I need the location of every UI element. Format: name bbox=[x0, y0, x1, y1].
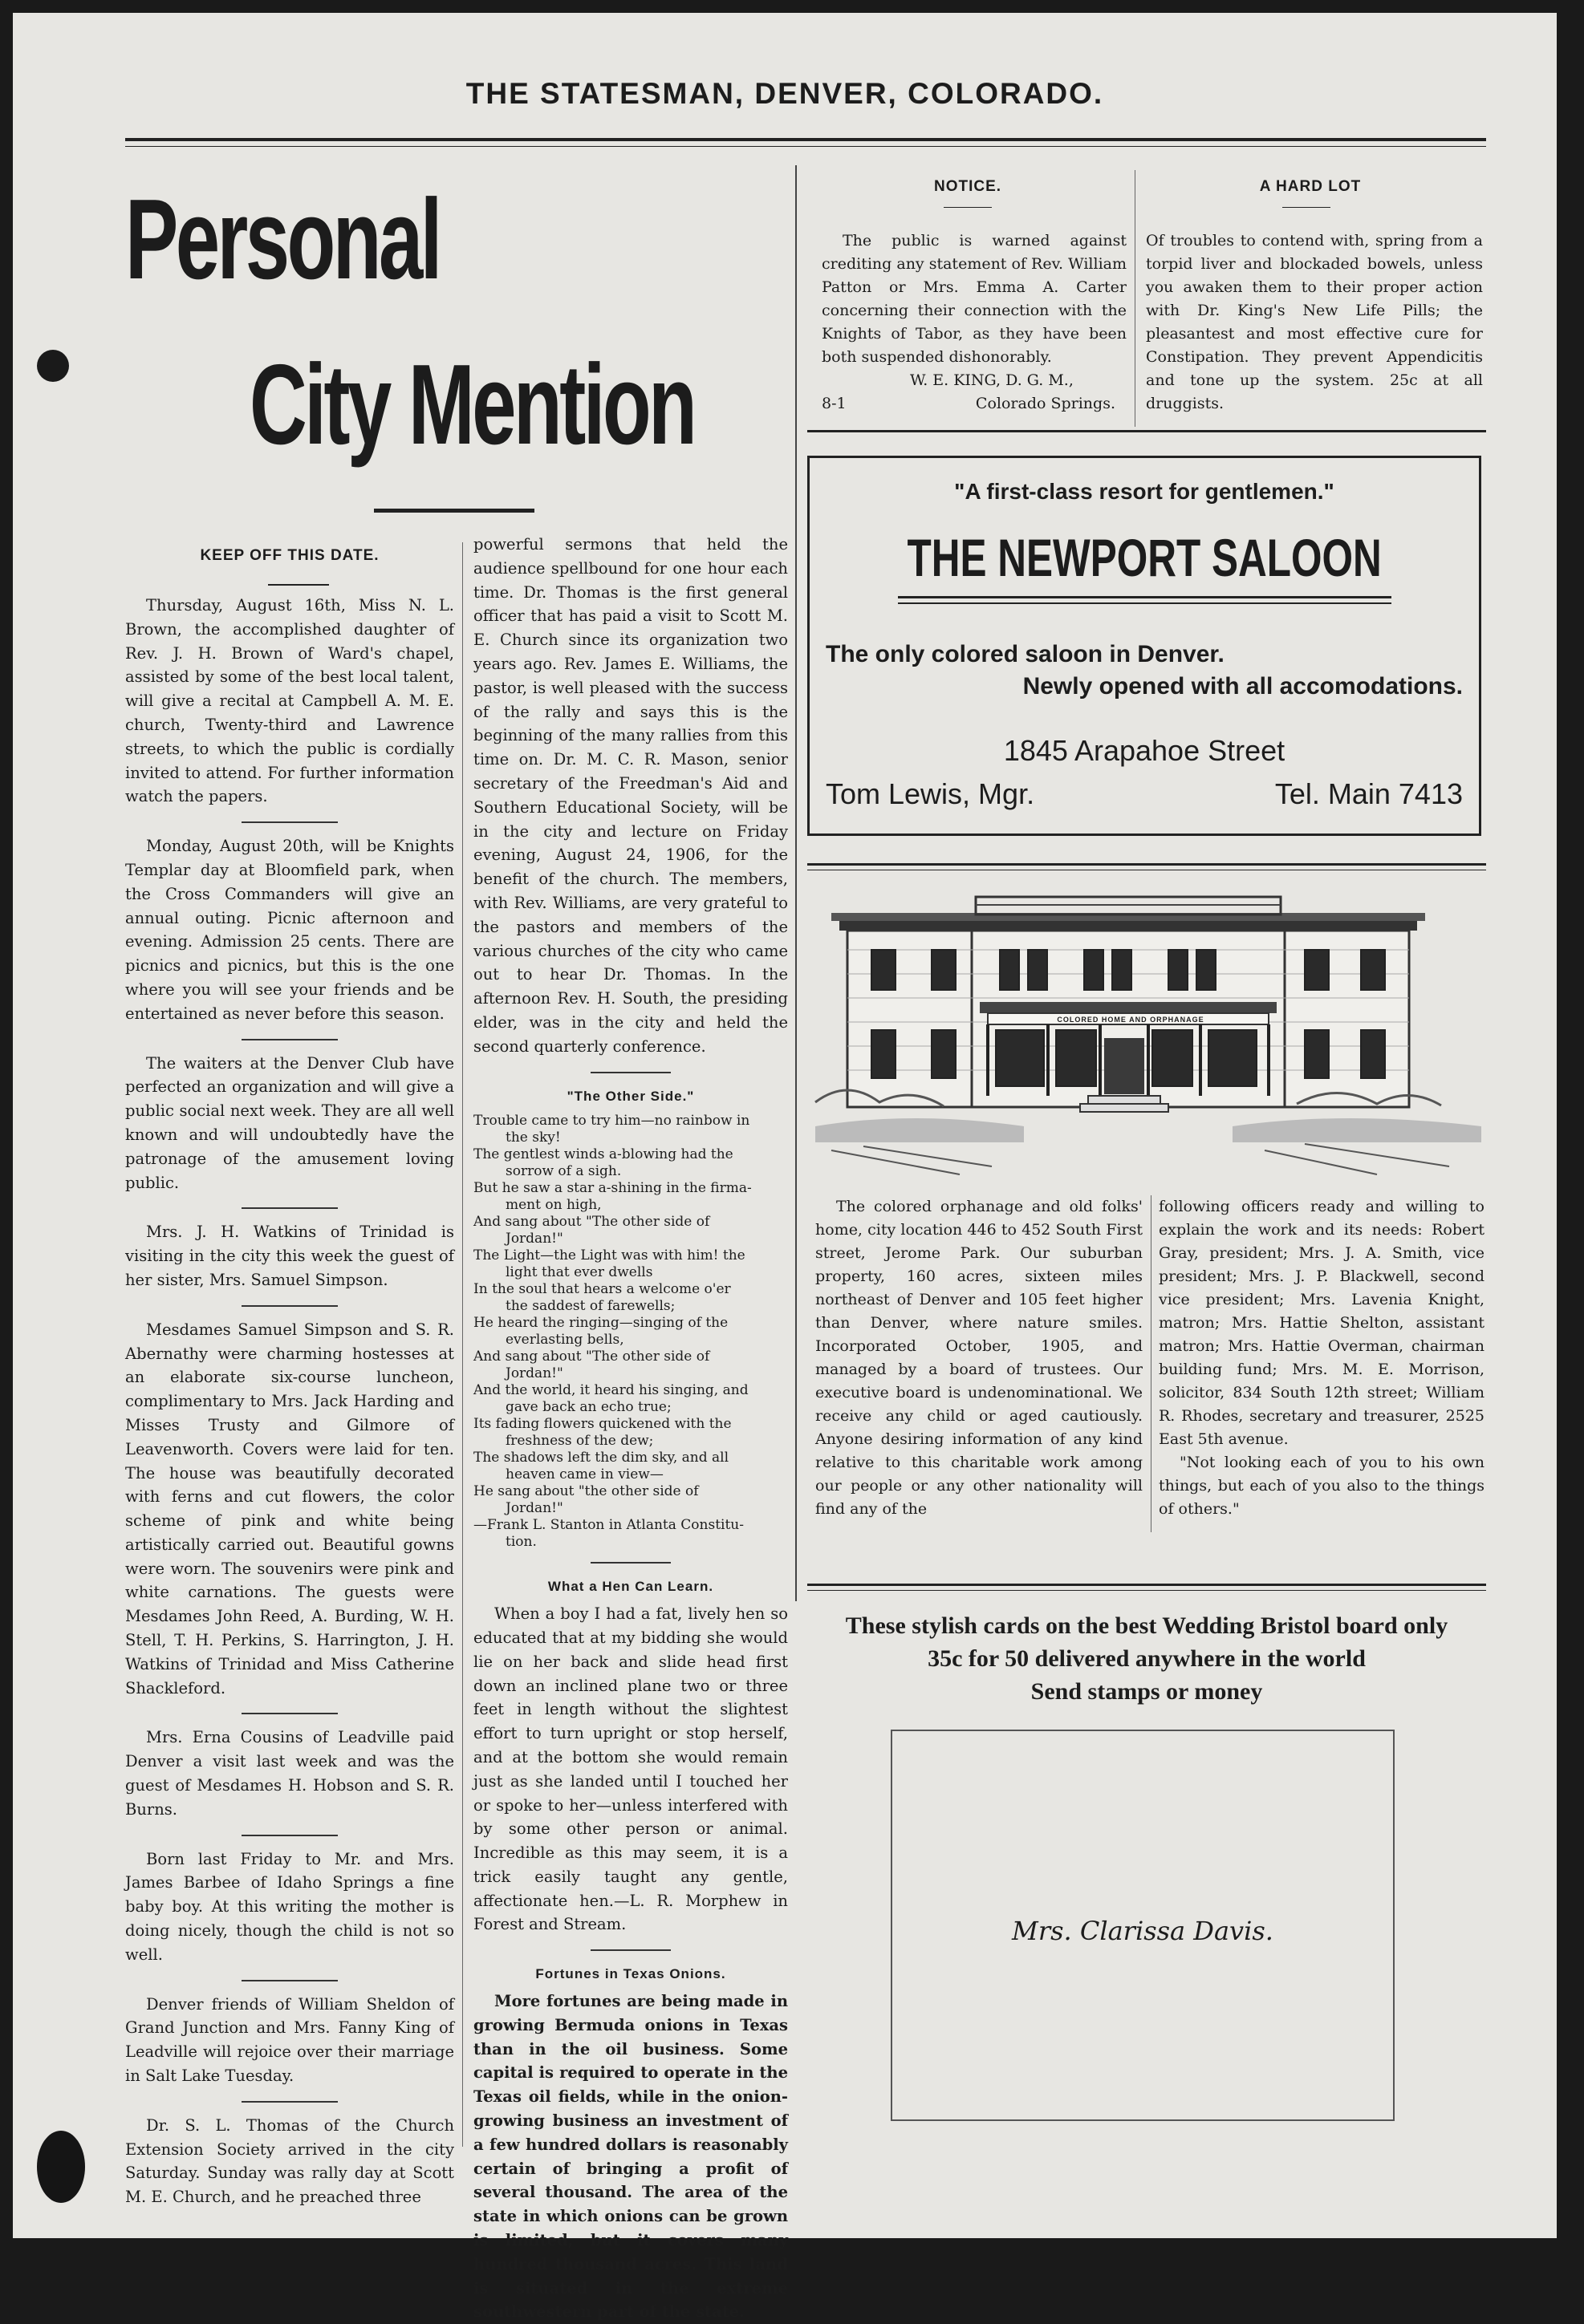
heading-rule bbox=[268, 584, 329, 586]
saloon-name-wrap bbox=[810, 527, 1479, 588]
poem-line: the saddest of farewells; bbox=[506, 1298, 676, 1315]
orphanage-quote: "Not looking each of you to his own things, but each of you also to the things of others." bbox=[1159, 1454, 1484, 1518]
notice-code: 8-1 bbox=[822, 395, 847, 412]
saloon-line1: The only colored saloon in Denver. bbox=[826, 641, 1225, 667]
section-rule-thin bbox=[807, 1590, 1486, 1591]
poem-line: heaven came in view— bbox=[506, 1466, 664, 1483]
poem-line: And sang about "The other side of bbox=[473, 1214, 710, 1231]
cards-line2: 35c for 50 delivered anywhere in the world bbox=[928, 1645, 1366, 1672]
feature-title-line2: City Mention bbox=[250, 341, 695, 468]
poem-line: freshness of the dew; bbox=[506, 1433, 654, 1450]
poem-line: everlasting bells, bbox=[506, 1332, 624, 1349]
orphanage-illustration bbox=[815, 886, 1481, 1190]
poem-line: In the soul that hears a welcome o'er bbox=[473, 1281, 731, 1298]
orphanage-text-col2 bbox=[1159, 1195, 1484, 1521]
keep-off-heading: KEEP OFF THIS DATE. bbox=[200, 547, 380, 564]
poem-line: The shadows left the dim sky, and all bbox=[473, 1450, 729, 1466]
news-item: Born last Friday to Mr. and Mrs. James Barbee of Idaho Springs a fine baby boy. At this writing the mother is doing nicely, though the child is not so well. bbox=[125, 1849, 454, 1964]
page-damage bbox=[37, 2131, 85, 2203]
poem-line: gave back an echo true; bbox=[506, 1399, 672, 1416]
news-item: Mrs. J. H. Watkins of Trinidad is visiting in the city this week the guest of her sister, Mrs. Samuel Simpson. bbox=[125, 1223, 454, 1289]
news-item: Dr. S. L. Thomas of the Church Extension Society arrived in the city Saturday. Sunday was rally day at Scott M. E. Church, and he preached three bbox=[125, 2115, 454, 2207]
onion-title: Fortunes in Texas Onions. bbox=[535, 1966, 726, 1982]
news-item: Mrs. Erna Cousins of Leadville paid Denver a visit last week and was the guest of Mesdames H. Hobson and S. R. Burns. bbox=[125, 1728, 454, 1819]
poem-title: "The Other Side." bbox=[567, 1088, 695, 1104]
saloon-phone: Tel. Main 7413 bbox=[1274, 777, 1463, 810]
notice-place: Colorado Springs. bbox=[975, 395, 1115, 412]
poem-line: Trouble came to try him—no rainbow in bbox=[473, 1113, 750, 1130]
heading-rule bbox=[1282, 207, 1330, 208]
page-hole bbox=[37, 350, 69, 382]
poem-line: He sang about "the other side of bbox=[473, 1483, 699, 1500]
notice-text bbox=[822, 229, 1127, 416]
section-rule bbox=[807, 1584, 1486, 1586]
hen-article: When a boy I had a fat, lively hen so educated that at my bidding she would lie on her back and slide head first down an inclined plane two or three feet in length without the slightest effort to turn upright or stop herself, and at the bottom she would remain just as she landed until I touched her or spoke to her—unless interfered with by some other person or animal. Incredible as this may seem, it is a trick easily taught any gentle, affectionate hen.—L. R. Morphew in Forest and Stream. bbox=[473, 1604, 788, 1934]
saloon-manager: Tom Lewis, Mgr. bbox=[826, 777, 1035, 810]
poem-line: The gentlest winds a-blowing had the bbox=[473, 1146, 733, 1163]
poem-line: Jordan!" bbox=[506, 1500, 563, 1517]
cards-ad bbox=[807, 1609, 1486, 1708]
saloon-ad bbox=[807, 456, 1481, 836]
cards-line3: Send stamps or money bbox=[1030, 1678, 1263, 1705]
sample-card bbox=[891, 1730, 1395, 2121]
orphanage-sign: COLORED HOME AND ORPHANAGE bbox=[1057, 1016, 1204, 1024]
poem-line: And the world, it heard his singing, and bbox=[473, 1382, 749, 1399]
hen-title: What a Hen Can Learn. bbox=[547, 1579, 714, 1595]
sample-card-name: Mrs. Clarissa Davis. bbox=[1012, 1916, 1273, 1946]
orphanage-text-col1: The colored orphanage and old folks' home, city location 446 to 452 South First street, Jerome Park. Our suburban property, 160 acres, sixteen miles northeast of Denver and 105 feet higher than Denver, where nature smiles. Incorporated October, 1905, and managed by a board of trustees. Our executive board is undenominational. We receive any child or aged cautiously. Anyone desiring information of any kind relative to this charitable work among our people or any other nationality will find any of the bbox=[815, 1198, 1143, 1518]
masthead-rule-thin bbox=[125, 146, 1486, 147]
column-divider bbox=[795, 165, 797, 1601]
poem-line: —Frank L. Stanton in Atlanta Constitu- bbox=[473, 1517, 744, 1534]
onion-article: More fortunes are being made in growing Bermuda onions in Texas than in the oil business. Some capital is required to operate in the Texas oil fields, while in the onion-growing business an investment of a few hundred dollars is reasonably certain of bringing a profit of several thousand. The area of the state in which onions can be grown is limited, but it covers many hundred thousand acres. This land is situated in the extreme southwestern part of the state. bbox=[473, 1992, 788, 2322]
saloon-tagline: "A first-class resort for gentlemen." bbox=[954, 479, 1334, 504]
poem-line: ment on high, bbox=[506, 1197, 602, 1214]
news-item: Denver friends of William Sheldon of Grand Junction and Mrs. Fanny King of Leadville will rejoice over their marriage in Salt Lake Tuesday. bbox=[125, 1994, 454, 2086]
masthead-rule bbox=[125, 138, 1486, 141]
middle-column bbox=[473, 533, 788, 2322]
heading-rule bbox=[944, 207, 992, 208]
keep-off-column bbox=[125, 594, 454, 2207]
poem bbox=[473, 1113, 788, 1551]
continued-article: powerful sermons that held the audience spellbound for one hour each time. Dr. Thomas is the first general officer that has paid a visit to Scott M. E. Church since its organization two years ago. Rev. James E. Williams, the pastor, is well pleased with the success of the rally and says this is the beginning of the many rallies from this time on. Dr. M. C. R. Mason, senior secretary of the Freedman's Aid and Southern Educational Society, will be in the city and lecture on Friday evening, August 24, 1906, for the benefit of the church. The members, with Rev. Williams, are very grateful to the pastors and members of the various churches of the city who came out to hear Dr. Thomas. In the afternoon Rev. H. South, the presiding elder, was in the city and held the second quarterly conference. bbox=[473, 535, 788, 1056]
newspaper-page bbox=[13, 13, 1557, 2322]
notice-body: The public is warned against crediting any statement of Rev. William Patton or Mrs. Emma A. Carter concerning their connection with the Knights of Tabor, as they have been both suspended dishonorably. bbox=[822, 232, 1127, 366]
saloon-line2: Newly opened with all accomodations. bbox=[1022, 673, 1463, 700]
poem-line: Jordan!" bbox=[506, 1365, 563, 1382]
saloon-name: THE NEWPORT SALOON bbox=[907, 528, 1382, 587]
poem-line: But he saw a star a-shining in the firma- bbox=[473, 1180, 752, 1197]
poem-line: sorrow of a sigh. bbox=[506, 1163, 622, 1180]
news-item: Thursday, August 16th, Miss N. L. Brown, the accomplished daughter of Rev. J. H. Brown of Ward's chapel, assisted by some of the best local talent, will give a recital at Campbell A. M. E. church, Twenty-third and Lawrence streets, to which the public is cordially invited to attend. For further information watch the papers. bbox=[125, 596, 454, 806]
poem-line: He heard the ringing—singing of the bbox=[473, 1315, 729, 1332]
poem-line: Jordan!" bbox=[506, 1231, 563, 1247]
notice-heading: NOTICE. bbox=[933, 178, 1002, 195]
poem-line: light that ever dwells bbox=[506, 1264, 653, 1281]
saloon-address: 1845 Arapahoe Street bbox=[1003, 734, 1285, 767]
feature-title-line1: Personal bbox=[125, 176, 440, 303]
poem-line: the sky! bbox=[506, 1130, 561, 1146]
news-item: Monday, August 20th, will be Knights Templar day at Bloomfield park, when the Cross Commanders will give an annual outing. Picnic afternoon and evening. Admission 25 cents. There are picnics and picnics, but this is the one where you will see your friends and be entertained as never before this season. bbox=[125, 837, 454, 1023]
news-item: Mesdames Samuel Simpson and S. R. Abernathy were charming hostesses at an elaborate six-course luncheon, complimentary to Mrs. Jack Harding and Misses Trusty and Gilmore of Leavenworth. Covers were laid for ten. The house was beautifully decorated with ferns and cut flowers, the color scheme of pink and white being artistically carried out. Beautiful gowns were worn. The souvenirs were pink and white carnations. The guests were Mesdames John Reed, A. Burding, W. H. Stell, T. H. Perkins, S. Harrington, J. H. Watkins of Trinidad and Miss Catherine Shackleford. bbox=[125, 1320, 454, 1697]
section-rule bbox=[807, 863, 1486, 866]
news-item: The waiters at the Denver Club have perfected an organization and will give a public social next week. They are all well known and will undoubtedly have the patronage of the amusement loving public. bbox=[125, 1053, 454, 1192]
poem-line: Its fading flowers quickened with the bbox=[473, 1416, 732, 1433]
saloon-rule bbox=[898, 596, 1391, 598]
saloon-rule bbox=[898, 602, 1391, 604]
poem-line: The Light—the Light was with him! the bbox=[473, 1247, 745, 1264]
cards-line1: These stylish cards on the best Wedding Bristol board only bbox=[845, 1612, 1448, 1639]
column-divider bbox=[462, 542, 463, 2147]
poem-line: tion. bbox=[506, 1534, 537, 1551]
notice-signer: W. E. KING, D. G. M., bbox=[910, 371, 1074, 389]
title-underline bbox=[374, 509, 534, 513]
officers-list: following officers ready and willing to explain the work and its needs: Robert Gray, president; Mrs. J. A. Smith, vice president; Mrs. J. P. Blackwell, second vice president; Mrs. Lavenia Knight, matron; Mrs. Hattie Shelton, assistant matron; Mrs. Hattie Overman, chairman building fund; Mrs. M. E. Morrison, solicitor, 834 South 12th street; William R. Rhodes, secretary and treasurer, 2525 East 5th avenue. bbox=[1159, 1198, 1484, 1448]
hard-lot-text: Of troubles to contend with, spring from a torpid liver and blockaded bowels, unless you awaken them to their proper action with Dr. King's New Life Pills; the pleasantest and most effective cure for Constipation. They prevent Appendicitis and tone up the system. 25c at all druggists. bbox=[1146, 232, 1483, 412]
masthead: THE STATESMAN, DENVER, COLORADO. bbox=[465, 77, 1104, 110]
poem-line: And sang about "The other side of bbox=[473, 1349, 710, 1365]
hard-lot-heading: A HARD LOT bbox=[1259, 178, 1362, 195]
section-rule bbox=[807, 430, 1486, 432]
